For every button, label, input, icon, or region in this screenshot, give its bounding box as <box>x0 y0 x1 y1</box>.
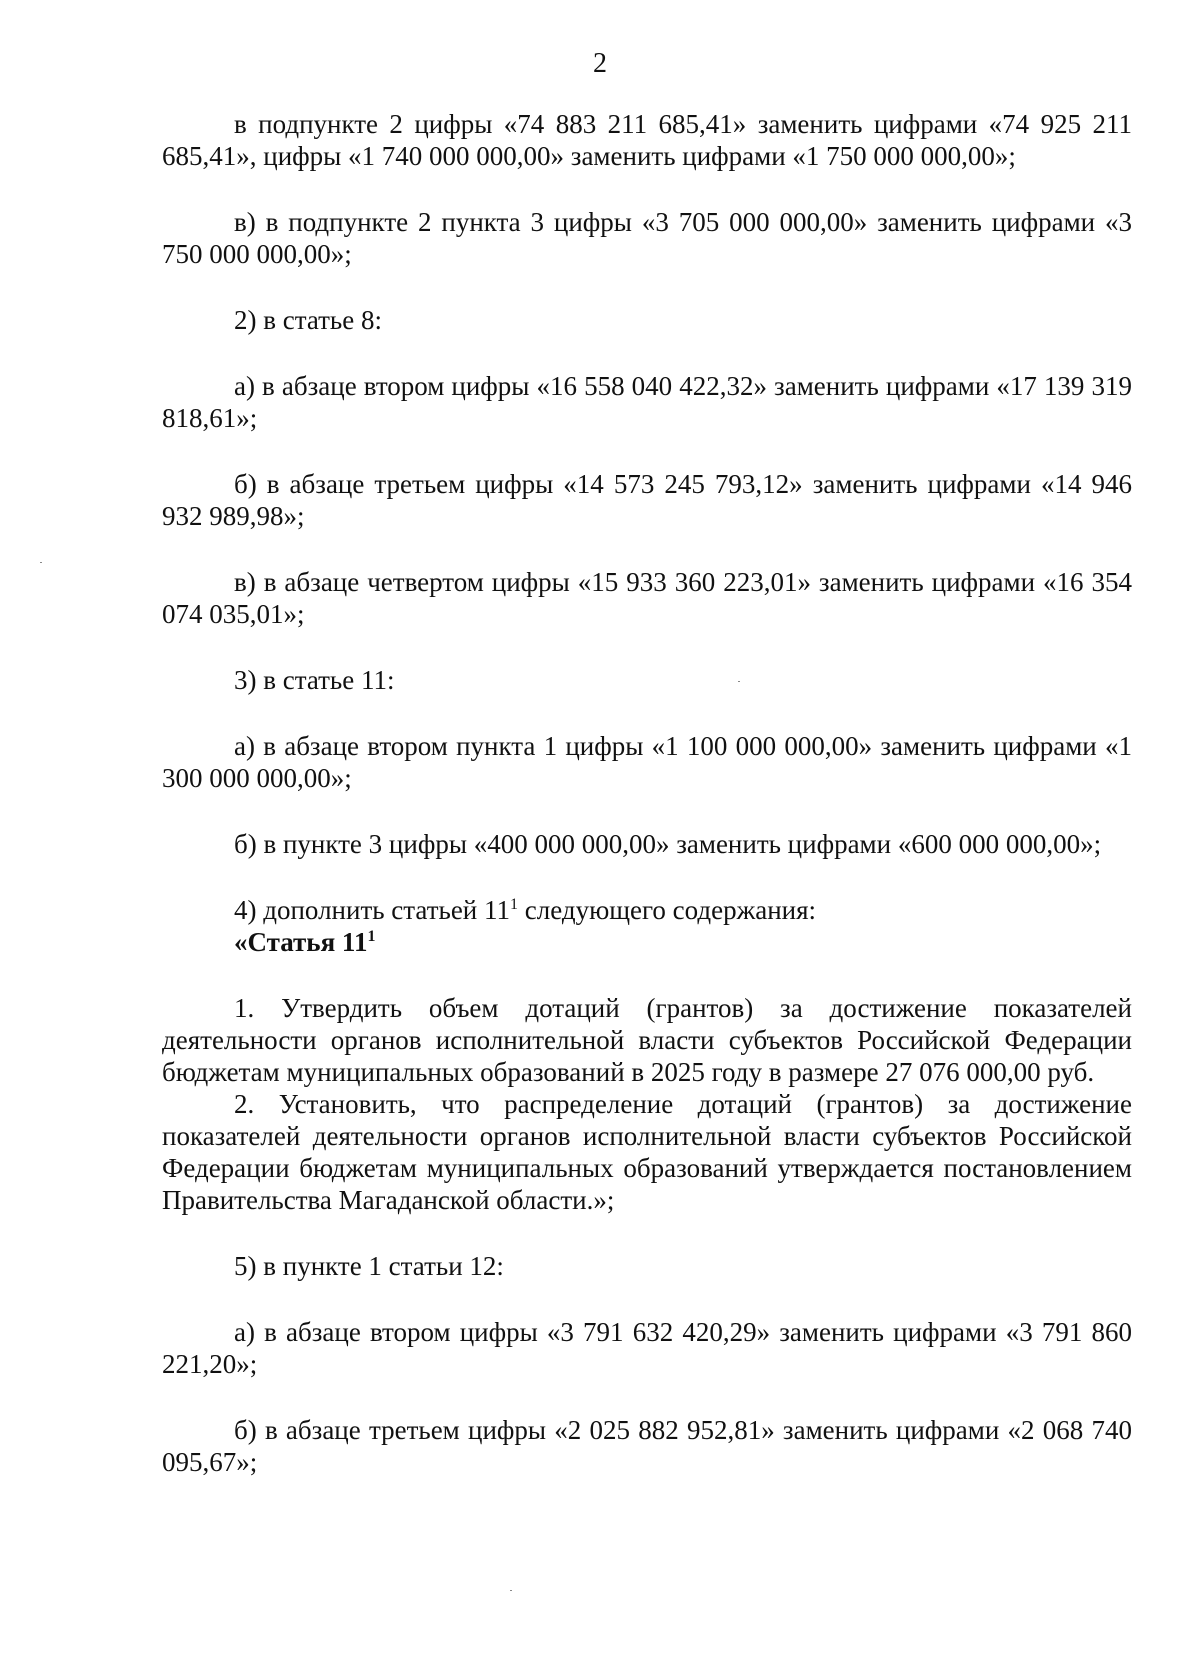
paragraph-add-article-11-1 <box>162 894 1132 926</box>
scan-speck <box>510 1590 512 1591</box>
paragraph-article-8-a: а) в абзаце втором цифры «16 558 040 422,32» заменить цифрами «17 139 319 818,61»; <box>162 371 1132 433</box>
add-article-superscript: 1 <box>510 896 518 913</box>
paragraph-item-v-point-3: в) в подпункте 2 пункта 3 цифры «3 705 000 000,00» заменить цифрами «3 750 000 000,00»; <box>162 207 1132 269</box>
article-heading-superscript: 1 <box>367 928 376 945</box>
scan-speck <box>738 681 740 682</box>
add-article-text-before: 4) дополнить статьей 11 <box>234 895 510 925</box>
page-number: 2 <box>593 48 607 79</box>
paragraph-article-12-intro: 5) в пункте 1 статьи 12: <box>234 1251 504 1281</box>
paragraph-article-8-b: б) в абзаце третьем цифры «14 573 245 793,12» заменить цифрами «14 946 932 989,98»; <box>162 469 1132 531</box>
paragraph-article-11-b: б) в пункте 3 цифры «400 000 000,00» заменить цифрами «600 000 000,00»; <box>234 829 1102 859</box>
scan-speck <box>40 562 42 563</box>
paragraph-subitem-2-replacement: в подпункте 2 цифры «74 883 211 685,41» заменить цифрами «74 925 211 685,41», цифры «1 740 000 000,00» заменить цифрами «1 750 000 000,00»; <box>162 109 1132 171</box>
paragraph-article-12-a: а) в абзаце втором цифры «3 791 632 420,29» заменить цифрами «3 791 860 221,20»; <box>162 1317 1132 1379</box>
article-heading-text: «Статья 11 <box>234 927 368 957</box>
article-11-1-heading <box>162 926 1132 958</box>
paragraph-article-8-intro: 2) в статье 8: <box>234 305 382 335</box>
add-article-text-after: следующего содержания: <box>518 895 817 925</box>
paragraph-article-11-1-point-2: 2. Установить, что распределение дотаций (грантов) за достижение показателей деятельности органов исполнительной власти субъектов Российской Федерации бюджетам муниципальных образований утверждается постановлением Правительства Магаданской области.»; <box>162 1089 1132 1215</box>
paragraph-article-8-v: в) в абзаце четвертом цифры «15 933 360 223,01» заменить цифрами «16 354 074 035,01»; <box>162 567 1132 629</box>
document-body <box>162 108 1132 1478</box>
paragraph-article-12-b: б) в абзаце третьем цифры «2 025 882 952,81» заменить цифрами «2 068 740 095,67»; <box>162 1415 1132 1477</box>
paragraph-article-11-1-point-1: 1. Утвердить объем дотаций (грантов) за достижение показателей деятельности органов исполнительной власти субъектов Российской Федерации бюджетам муниципальных образований в 2025 году в размере 27 076 000,00 руб. <box>162 993 1132 1087</box>
paragraph-article-11-a: а) в абзаце втором пункта 1 цифры «1 100 000 000,00» заменить цифрами «1 300 000 000,00»; <box>162 731 1132 793</box>
paragraph-article-11-intro: 3) в статье 11: <box>234 665 395 695</box>
